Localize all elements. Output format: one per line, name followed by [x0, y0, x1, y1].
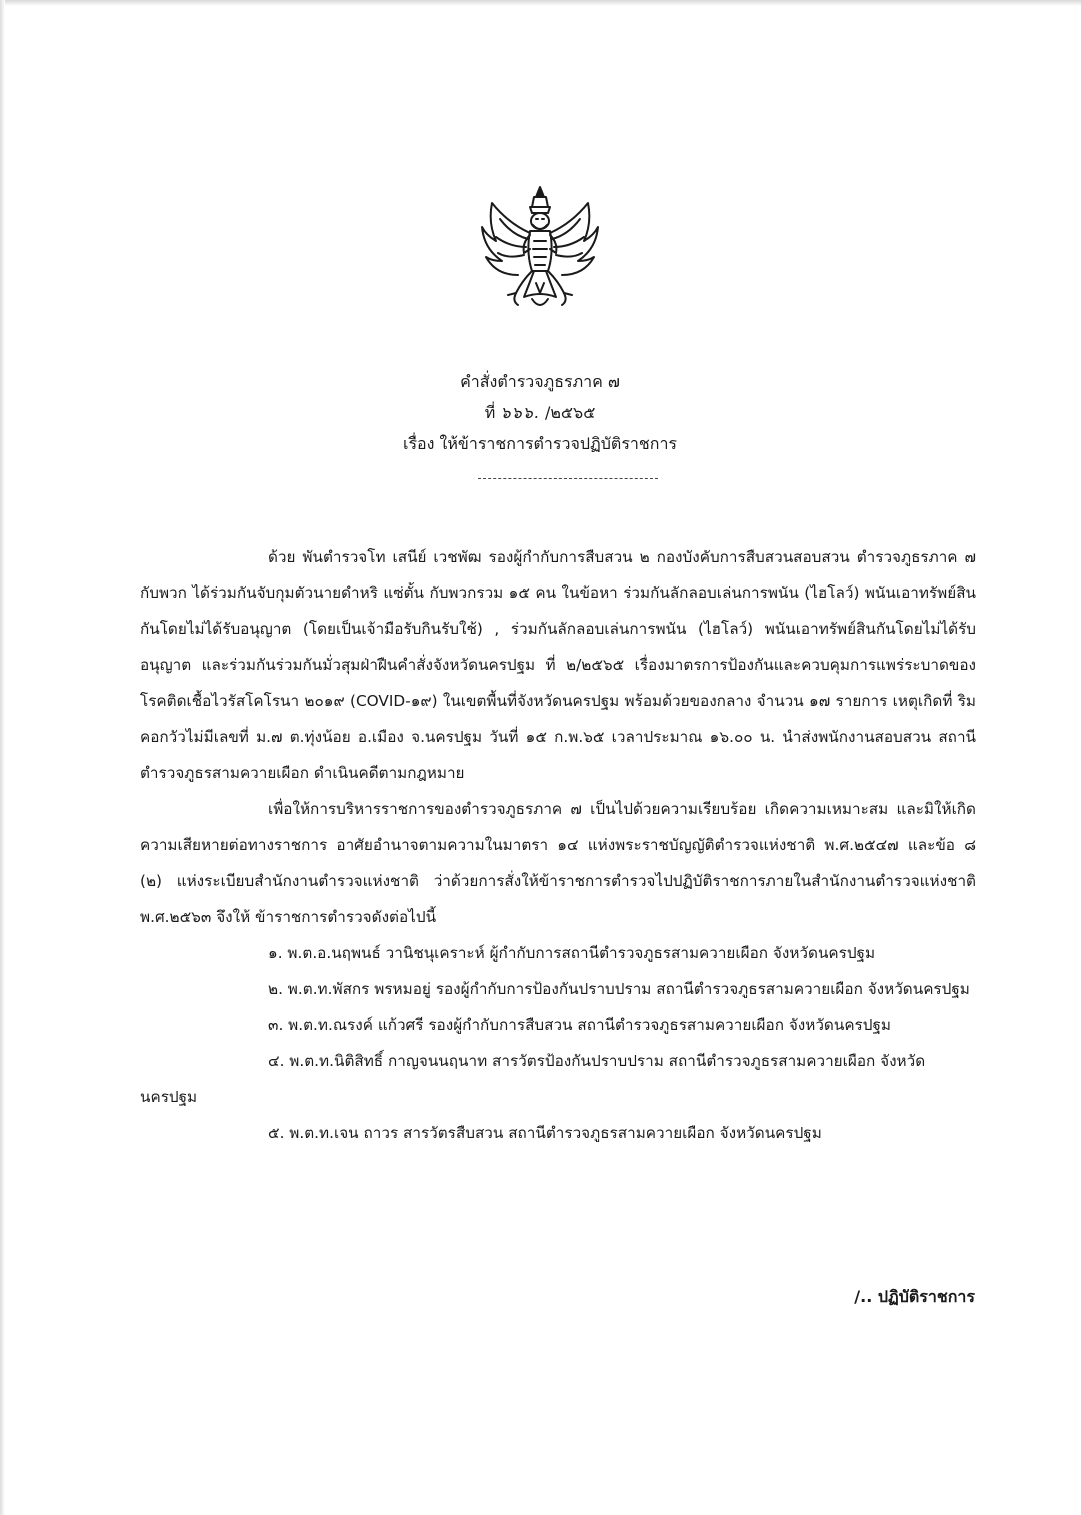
garuda-emblem-icon: [478, 183, 602, 315]
order-header: [300, 366, 780, 459]
order-title: คำสั่งตำรวจภูธรภาค ๗: [460, 372, 620, 391]
officer-item: ๑. พ.ต.อ.นฤพนธ์ วานิชนุเคราะห์ ผู้กำกับการสถานีตำรวจภูธรสามควายเผือก จังหวัดนครปฐม: [268, 944, 876, 962]
paragraph-incident: ด้วย พันตำรวจโท เสนีย์ เวชพัฒ รองผู้กำกับการสืบสวน ๒ กองบังคับการสืบสวนสอบสวน ตำรวจภูธรภาค ๗ กับพวก ได้ร่วมกันจับกุมตัวนายดำหริ แซ่ตั้น กับพวกรวม ๑๕ คน ในข้อหา ร่วมกันลักลอบเล่นการพนัน (ไฮโลว์) พนันเอาทรัพย์สินกันโดยไม่ได้รับอนุญาต (โดยเป็นเจ้ามือรับกินรับใช้) , ร่วมกันลักลอบเล่นการพนัน (ไฮโลว์) พนันเอาทรัพย์สินกันโดยไม่ได้รับอนุญาต และร่วมกันร่วมกันมั่วสุมฝ่าฝืนคำสั่งจังหวัดนครปฐม ที่ ๒/๒๕๖๕ เรื่องมาตรการป้องกันและควบคุมการแพร่ระบาดของโรคติดเชื้อไวรัสโคโรนา ๒๐๑๙ (COVID-๑๙) ในเขตพื้นที่จังหวัดนครปฐม พร้อมด้วยของกลาง จำนวน ๑๗ รายการ เหตุเกิดที่ ริมคอกวัวไม่มีเลขที่ ม.๗ ต.ทุ่งน้อย อ.เมือง จ.นครปฐม วันที่ ๑๕ ก.พ.๖๕ เวลาประมาณ ๑๖.๐๐ น. นำส่งพนักงานสอบสวน สถานีตำรวจภูธรสามควายเผือก ดำเนินคดีตามกฎหมาย: [140, 548, 976, 782]
scan-edge-left: [0, 0, 5, 1515]
officer-item: ๓. พ.ต.ท.ณรงค์ แก้วศรี รองผู้กำกับการสืบสวน สถานีตำรวจภูธรสามควายเผือก จังหวัดนครปฐม: [268, 1016, 891, 1034]
officer-item: ๕. พ.ต.ท.เจน ถาวร สารวัตรสืบสวน สถานีตำรวจภูธรสามควายเผือก จังหวัดนครปฐม: [268, 1124, 822, 1142]
order-number: [300, 397, 780, 428]
paragraph-authority: เพื่อให้การบริหารราชการของตำรวจภูธรภาค ๗ เป็นไปด้วยความเรียบร้อย เกิดความเหมาะสม และมิให้เกิดความเสียหายต่อทางราชการ อาศัยอำนาจตามความในมาตรา ๑๔ แห่งพระราชบัญญัติตำรวจแห่งชาติ พ.ศ.๒๕๔๗ และข้อ ๘ (๒) แห่งระเบียบสำนักงานตำรวจแห่งชาติ ว่าด้วยการสั่งให้ข้าราชการตำรวจไปปฏิบัติราชการภายในสำนักงานตำรวจแห่งชาติ พ.ศ.๒๕๖๓ จึงให้ ข้าราชการตำรวจดังต่อไปนี้: [140, 800, 976, 926]
order-number-year: /๒๕๖๕: [544, 403, 596, 422]
officer-item: ๔. พ.ต.ท.นิติสิทธิ์ กาญจนนฤนาท สารวัตรป้องกันปราบปราม สถานีตำรวจภูธรสามควายเผือก จังหวัดนครปฐม: [140, 1052, 926, 1106]
scan-edge-top: [0, 0, 1081, 6]
officer-item: ๒. พ.ต.ท.พัสกร พรหมอยู่ รองผู้กำกับการป้องกันปราบปราม สถานีตำรวจภูธรสามควายเผือก จังหวัดนครปฐม: [268, 980, 970, 998]
order-subject: เรื่อง ให้ข้าราชการตำรวจปฏิบัติราชการ: [402, 434, 678, 453]
document-body: [140, 539, 976, 1151]
order-number-handwritten: ๖๖๖.: [500, 403, 540, 422]
header-separator: [478, 478, 658, 479]
continuation-marker: /.. ปฏิบัติราชการ: [854, 1287, 975, 1306]
order-number-prefix: ที่: [484, 403, 496, 422]
